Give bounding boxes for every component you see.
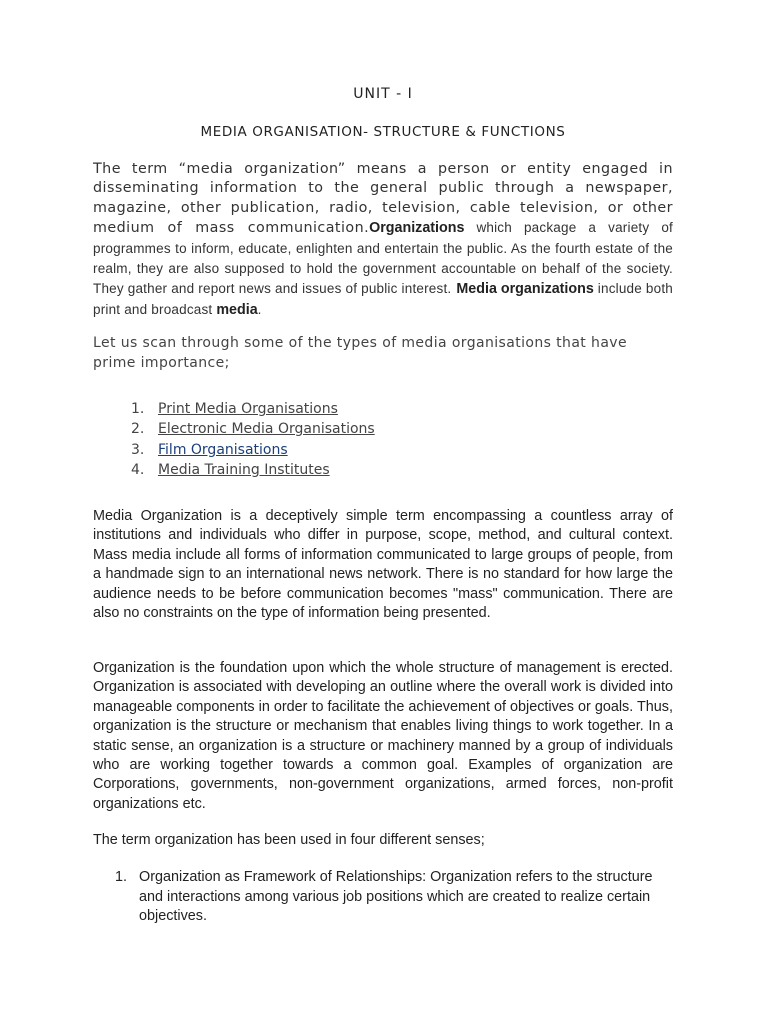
intro-bold-organizations: Organizations bbox=[369, 220, 465, 237]
media-types-list bbox=[131, 399, 375, 480]
link-print-media-organisations[interactable]: Print Media Organisations bbox=[158, 401, 338, 417]
list-item bbox=[131, 460, 375, 480]
list-item bbox=[131, 419, 375, 439]
paragraph-media-organization: Media Organization is a deceptively simple term encompassing a countless array of institutions and individuals who differ in purpose, scope, method, and cultural context. Mass media include all forms of information communicated to large groups of people, from a handmade sign to an international news network. There is no standard for how large the audience needs to be before communication becomes "mass" communication. There are also no constraints on the type of information being presented. bbox=[93, 508, 673, 622]
paragraph-four-senses: The term organization has been used in four different senses; bbox=[93, 832, 485, 848]
link-media-training-institutes[interactable]: Media Training Institutes bbox=[158, 461, 330, 478]
main-heading: MEDIA ORGANISATION- STRUCTURE & FUNCTIONS bbox=[200, 124, 566, 140]
list-number: 1. bbox=[115, 869, 128, 885]
senses-list bbox=[115, 868, 675, 927]
link-film-organisations[interactable]: Film Organisations bbox=[158, 441, 288, 458]
list-number: 3. bbox=[131, 441, 145, 458]
list-item bbox=[131, 440, 375, 460]
list-number: 4. bbox=[131, 461, 145, 478]
list-item bbox=[115, 868, 675, 927]
intro-bold-media: media bbox=[216, 301, 258, 318]
list-number: 2. bbox=[131, 421, 145, 438]
list-number: 1. bbox=[131, 401, 145, 417]
intro-text-1: The term “media organization” means a person or entity engaged in disseminating information to the general public through a newspaper, magazine, other publication, radio, television, cable television, or other medium of mass communication. bbox=[93, 161, 673, 237]
sense-text: Organization as Framework of Relationships: Organization refers to the structure and interactions among various job positions which are created to realize certain objectives. bbox=[139, 869, 653, 925]
list-item bbox=[131, 399, 375, 419]
intro-text-3: include both print and broadcast bbox=[93, 281, 673, 317]
intro-bold-media-organizations: Media organizations bbox=[456, 281, 594, 298]
intro-text-2: which package a variety of programmes to inform, educate, enlighten and entertain the public. As the fourth estate of the realm, they are also supposed to hold the government accountable on behalf of the society. They gather and report news and issues of public interest. bbox=[93, 220, 673, 297]
intro-text-4: . bbox=[257, 301, 262, 317]
unit-title: UNIT - I bbox=[353, 86, 413, 102]
scan-paragraph: Let us scan through some of the types of media organisations that have prime importance; bbox=[93, 335, 627, 371]
link-electronic-media-organisations[interactable]: Electronic Media Organisations bbox=[158, 421, 375, 438]
intro-paragraph bbox=[93, 160, 673, 320]
paragraph-organization-foundation: Organization is the foundation upon which the whole structure of management is erected. Organization is associated with developing an outline where the overall work is divided into manageable components in order to facilitate the achievement of objectives or goals. Thus, organization is the structure or mechanism that enables living things to work together. In a static sense, an organization is a structure or machinery manned by a group of individuals who are working together towards a common goal. Examples of organization are Corporations, governments, non-government organizations, armed forces, non-profit organizations etc. bbox=[93, 660, 673, 812]
